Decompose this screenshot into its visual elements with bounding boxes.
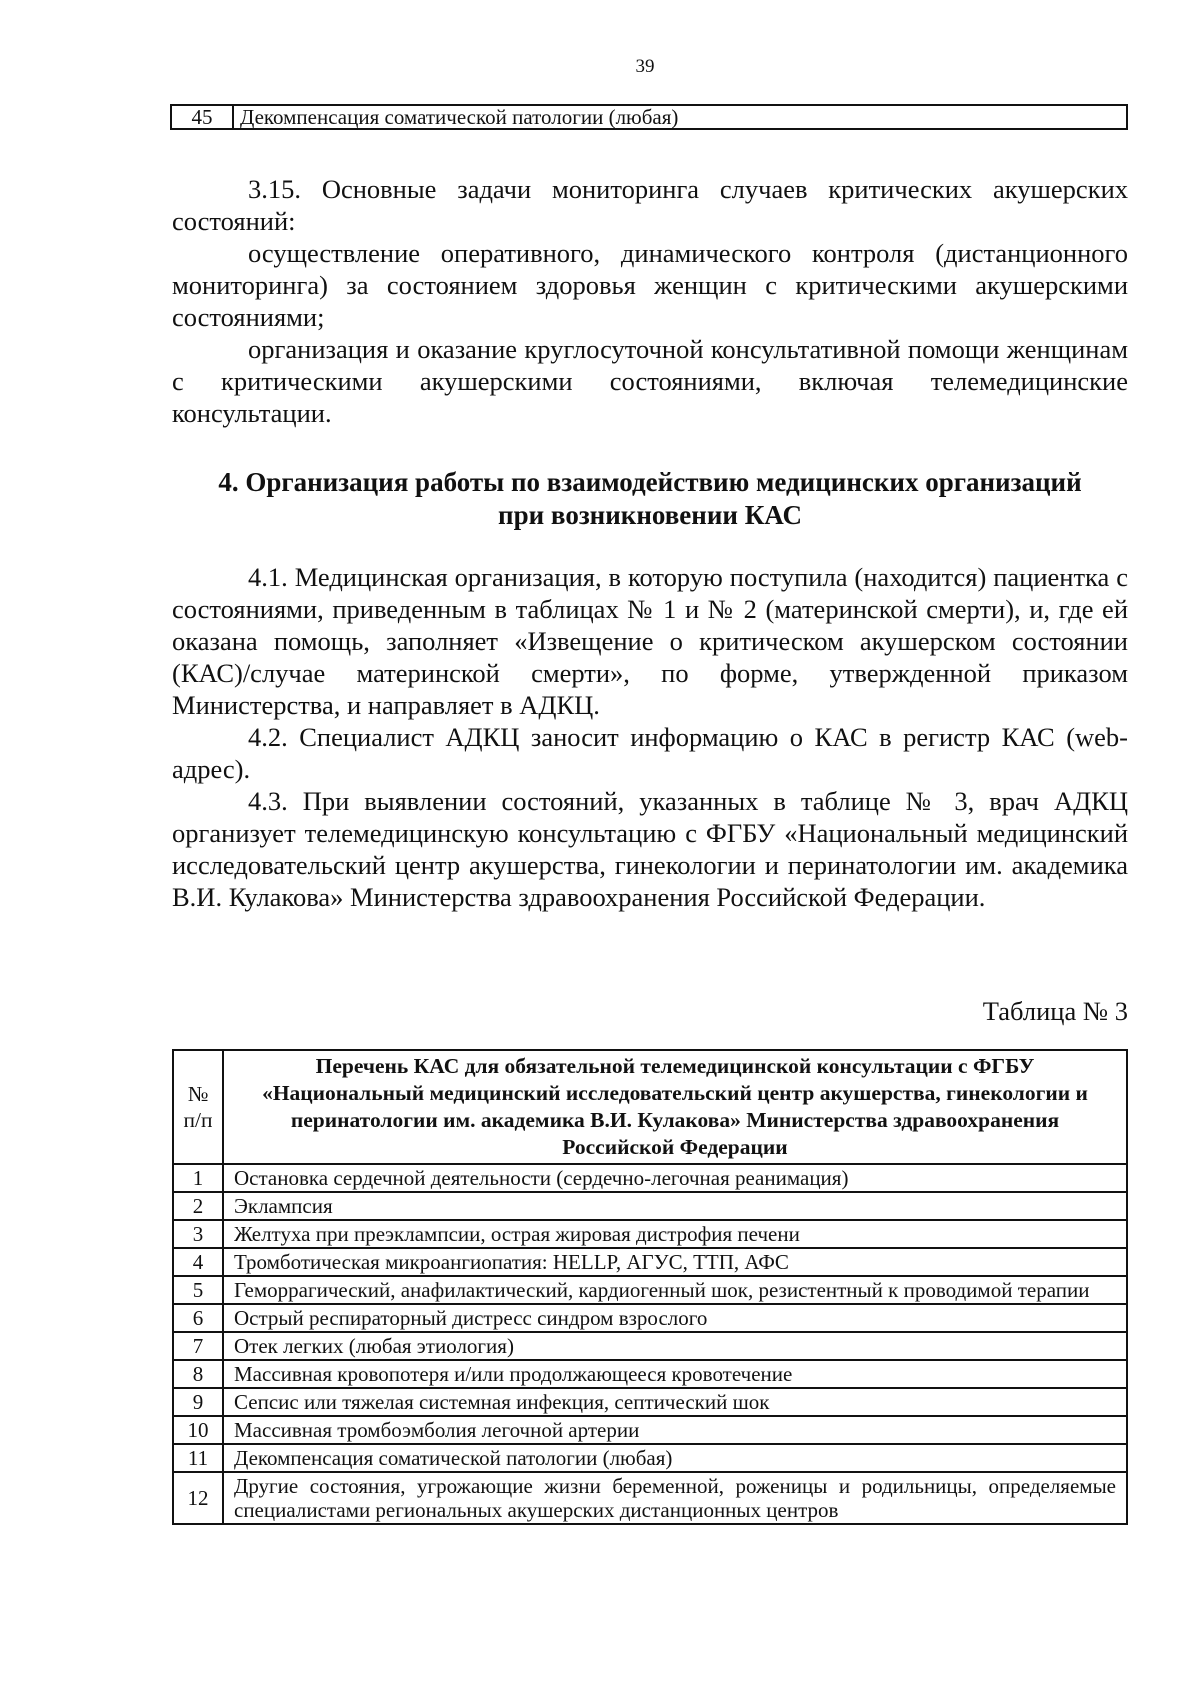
paragraph-4-3: 4.3. При выявлении состояний, указанных в таблице № 3, врач АДКЦ организует телемедицинскую консультацию с ФГБУ «Национальный медицинский исследовательский центр акушерства, гинекологии и перинатологии им. академика В.И. Кулакова» Министерства здравоохранения Российской Федерации. — [172, 786, 1128, 912]
row-text: Декомпенсация соматической патологии (любая) — [233, 105, 1127, 129]
table-row — [173, 1220, 1127, 1248]
table-row — [173, 1444, 1127, 1472]
table-row — [173, 1360, 1127, 1388]
row-text: Желтуха при преэклампсии, острая жировая дистрофия печени — [223, 1220, 1127, 1248]
row-text: Отек легких (любая этиология) — [223, 1332, 1127, 1360]
table-row — [173, 1416, 1127, 1444]
row-text: Другие состояния, угрожающие жизни беременной, роженицы и родильницы, определяемые специалистами региональных акушерских дистанционных центров — [223, 1472, 1127, 1524]
row-number: 2 — [173, 1192, 223, 1220]
row-number: 8 — [173, 1360, 223, 1388]
row-number: 4 — [173, 1248, 223, 1276]
header-number-line-2: п/п — [183, 1108, 213, 1132]
row-text: Декомпенсация соматической патологии (любая) — [223, 1444, 1127, 1472]
table-header-row — [173, 1050, 1127, 1164]
row-number: 11 — [173, 1444, 223, 1472]
section-3-15 — [172, 173, 1128, 429]
header-number — [173, 1050, 223, 1164]
table-row — [173, 1472, 1127, 1524]
row-number: 6 — [173, 1304, 223, 1332]
table-row — [173, 1164, 1127, 1192]
table-row — [173, 1276, 1127, 1304]
table-3 — [172, 1049, 1128, 1525]
row-number: 1 — [173, 1164, 223, 1192]
continuation-table — [170, 104, 1128, 130]
row-number: 10 — [173, 1416, 223, 1444]
row-text: Тромботическая микроангиопатия: HELLP, АГУС, ТТП, АФС — [223, 1248, 1127, 1276]
row-number: 45 — [171, 105, 233, 129]
row-number: 3 — [173, 1220, 223, 1248]
row-text: Остановка сердечной деятельности (сердечно-легочная реанимация) — [223, 1164, 1127, 1192]
row-text: Сепсис или тяжелая системная инфекция, септический шок — [223, 1388, 1127, 1416]
paragraph-4-1: 4.1. Медицинская организация, в которую поступила (находится) пациентка с состояниями, приведенным в таблицах № 1 и № 2 (материнской смерти), и, где ей оказана помощь, заполняет «Извещение о критическом акушерском состоянии (КАС)/случае материнской смерти», по форме, утвержденной приказом Министерства, и направляет в АДКЦ. — [172, 562, 1128, 720]
table-row — [171, 105, 1127, 129]
header-title: Перечень КАС для обязательной телемедицинской консультации с ФГБУ «Национальный медицинский исследовательский центр акушерства, гинекологии и перинатологии им. академика В.И. Кулакова» Министерства здравоохранения Российской Федерации — [223, 1050, 1127, 1164]
row-text: Массивная тромбоэмболия легочной артерии — [223, 1416, 1127, 1444]
section-4-heading-line-2: при возникновении КАС — [498, 500, 802, 530]
table-row — [173, 1192, 1127, 1220]
paragraph-4-2: 4.2. Специалист АДКЦ заносит информацию о КАС в регистр КАС (web-адрес). — [172, 722, 1128, 784]
section-3-15-item-2: организация и оказание круглосуточной консультативной помощи женщинам с критическими акушерскими состояниями, включая телемедицинские консультации. — [172, 334, 1128, 428]
row-text: Эклампсия — [223, 1192, 1127, 1220]
section-3-15-item-1: осуществление оперативного, динамического контроля (дистанционного мониторинга) за состоянием здоровья женщин с критическими акушерскими состояниями; — [172, 238, 1128, 332]
row-text: Геморрагический, анафилактический, кардиогенный шок, резистентный к проводимой терапии — [223, 1276, 1127, 1304]
row-number: 12 — [173, 1472, 223, 1524]
section-4-heading-line-1: 4. Организация работы по взаимодействию медицинских организаций — [218, 467, 1082, 497]
table-row — [173, 1304, 1127, 1332]
table-row — [173, 1332, 1127, 1360]
section-3-15-intro: 3.15. Основные задачи мониторинга случаев критических акушерских состояний: — [172, 174, 1128, 236]
page-number: 39 — [635, 56, 655, 77]
table-row — [173, 1388, 1127, 1416]
header-number-line-1: № — [187, 1082, 209, 1106]
row-text: Массивная кровопотеря и/или продолжающееся кровотечение — [223, 1360, 1127, 1388]
section-4-body — [172, 561, 1128, 913]
row-text: Острый респираторный дистресс синдром взрослого — [223, 1304, 1127, 1332]
row-number: 5 — [173, 1276, 223, 1304]
row-number: 9 — [173, 1388, 223, 1416]
table-row — [173, 1248, 1127, 1276]
section-4-heading — [172, 466, 1128, 532]
table-3-caption: Таблица № 3 — [982, 996, 1128, 1026]
row-number: 7 — [173, 1332, 223, 1360]
